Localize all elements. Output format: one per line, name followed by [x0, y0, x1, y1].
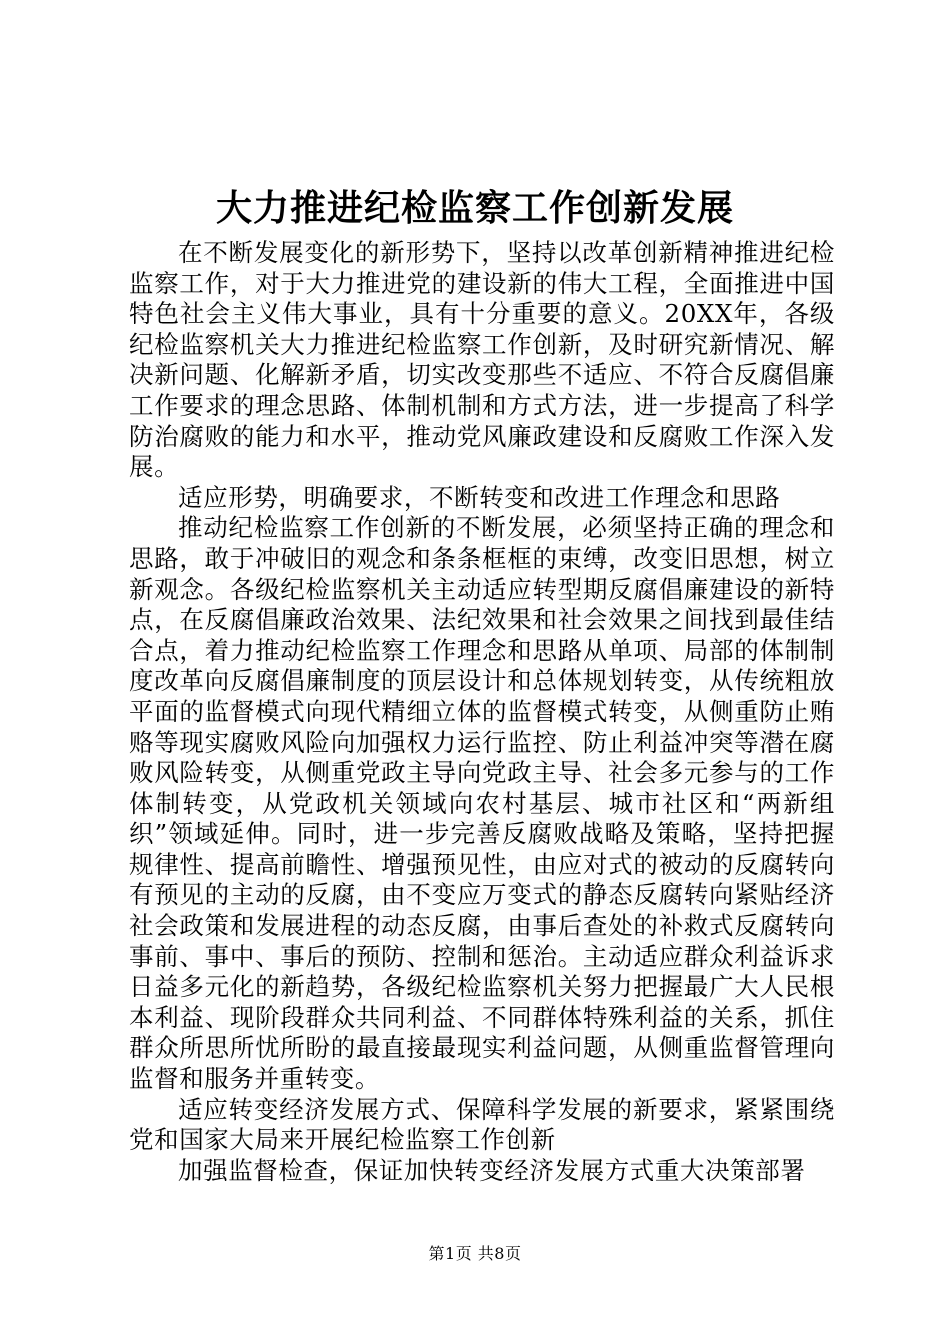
page-footer: 第1页 共8页: [428, 1244, 522, 1263]
document-body: [129, 238, 835, 1186]
paragraph-section-2: 加强监督检查，保证加快转变经济发展方式重大决策部署: [178, 1155, 806, 1185]
paragraph-section-1: 推动纪检监察工作创新的不断发展，必须坚持正确的理念和思路，敢于冲破旧的观念和条条框框的束缚，改变旧思想，树立新观念。各级纪检监察机关主动适应转型期反腐倡廉建设的新特点，在反腐倡廉政治效果、法纪效果和社会效果之间找到最佳结合点，着力推动纪检监察工作理念和思路从单项、局部的体制制度改革向反腐倡廉制度的顶层设计和总体规划转变，从传统粗放平面的监督模式向现代精细立体的监督模式转变，从侧重防止贿赂等现实腐败风险向加强权力运行监控、防止利益冲突等潜在腐败风险转变，从侧重党政主导向党政主导、社会多元参与的工作体制转变，从党政机关领域向农村基层、城市社区和“两新组织”领域延伸。同时，进一步完善反腐败战略及策略，坚持把握规律性、提高前瞻性、增强预见性，由应对式的被动的反腐转向有预见的主动的反腐，由不变应万变式的静态反腐转向紧贴经济社会政策和发展进程的动态反腐，由事后查处的补救式反腐转向事前、事中、事后的预防、控制和惩治。主动适应群众利益诉求日益多元化的新趋势，各级纪检监察机关努力把握最广大人民根本利益、现阶段群众共同利益、不同群体特殊利益的关系，抓住群众所思所忧所盼的最直接最现实利益问题，从侧重监督管理向监督和服务并重转变。: [129, 513, 835, 1094]
section-heading-1: 适应形势，明确要求，不断转变和改进工作理念和思路: [178, 482, 781, 512]
section-heading-2: 适应转变经济发展方式、保障科学发展的新要求，紧紧围绕党和国家大局来开展纪检监察工作创新: [129, 1094, 835, 1155]
document-title: 大力推进纪检监察工作创新发展: [215, 187, 734, 229]
paragraph-intro: 在不断发展变化的新形势下，坚持以改革创新精神推进纪检监察工作，对于大力推进党的建设新的伟大工程，全面推进中国特色社会主义伟大事业，具有十分重要的意义。20XX年，各级纪检监察机关大力推进纪检监察工作创新，及时研究新情况、解决新问题、化解新矛盾，切实改变那些不适应、不符合反腐倡廉工作要求的理念思路、体制机制和方式方法，进一步提高了科学防治腐败的能力和水平，推动党风廉政建设和反腐败工作深入发展。: [129, 238, 835, 482]
